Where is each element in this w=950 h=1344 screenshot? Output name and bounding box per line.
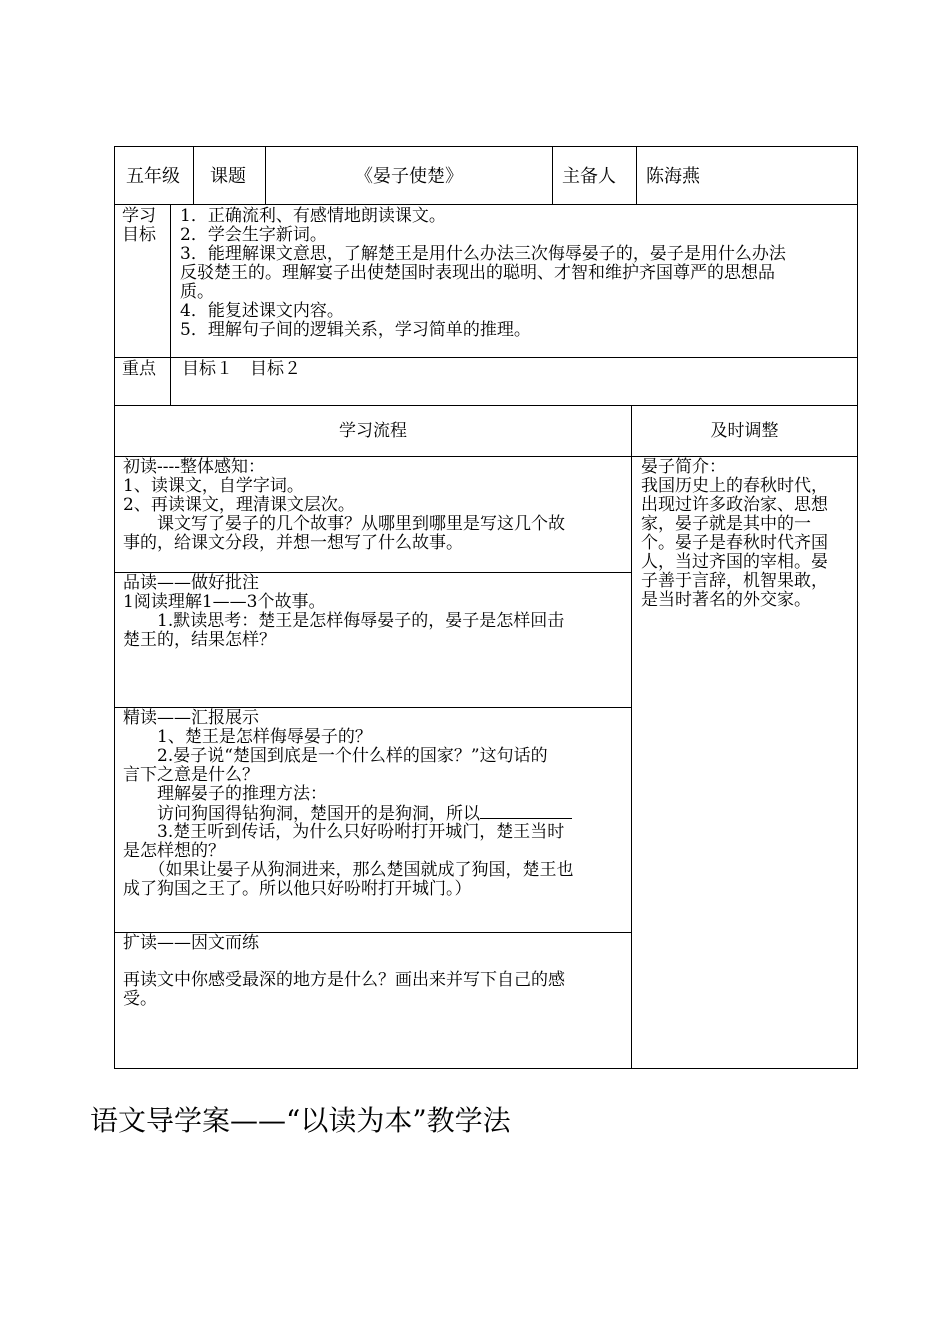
section-line: 1、楚王是怎样侮辱晏子的？	[123, 727, 372, 747]
sidebar-line: 是当时著名的外交家。	[641, 590, 811, 610]
divider	[193, 146, 194, 205]
sidebar-line: 出现过许多政治家、思想	[641, 495, 828, 515]
objectives-label: 目标	[122, 225, 156, 245]
table-border-left	[114, 146, 115, 1069]
grade-cell: 五年级	[126, 166, 180, 187]
table-border-right	[857, 146, 858, 1069]
focus-text: 目标１ 目标２	[182, 359, 301, 379]
section-line: 品读——做好批注	[123, 573, 259, 593]
objectives-label: 学习	[122, 206, 156, 226]
section-line: （如果让晏子从狗洞进来，那么楚国就成了狗国，楚王也	[123, 860, 574, 880]
section-line: 1、读课文，自学字词。	[123, 476, 304, 496]
section-line: 是怎样想的？	[123, 841, 225, 861]
section-line: 1阅读理解1——3个故事。	[123, 592, 326, 612]
reasoning-text: 访问狗国得钻狗洞，楚国开的是狗洞，所以	[123, 804, 480, 824]
topic-label: 课题	[210, 166, 246, 187]
divider	[114, 357, 858, 358]
objective-line: 5．理解句子间的逻辑关系，学习简单的推理。	[180, 320, 531, 340]
section-line: 课文写了晏子的几个故事？从哪里到哪里是写这几个故	[123, 514, 565, 534]
divider	[631, 405, 632, 1069]
section-line: 初读----整体感知：	[123, 457, 265, 477]
objective-line: 反驳楚王的。理解宴子出使楚国时表现出的聪明、才智和维护齐国尊严的思想品	[180, 263, 775, 283]
section-line: 言下之意是什么？	[123, 765, 259, 785]
topic-title: 《晏子使楚》	[355, 166, 463, 187]
objective-line: 1．正确流利、有感情地朗读课文。	[180, 206, 446, 226]
sidebar-line: 家，晏子就是其中的一	[641, 514, 811, 534]
sidebar-line: 个。晏子是春秋时代齐国	[641, 533, 828, 553]
section-line: 理解晏子的推理方法：	[123, 784, 327, 804]
sidebar-line: 我国历史上的春秋时代，	[641, 476, 828, 496]
objective-line: 2．学会生字新词。	[180, 225, 327, 245]
divider	[552, 146, 553, 205]
section-line: 事的，给课文分段，并想一想写了什么故事。	[123, 533, 463, 553]
section-line: 扩读——因文而练	[123, 933, 259, 953]
section-line: 2、再读课文，理清课文层次。	[123, 495, 355, 515]
blank-underline	[480, 804, 572, 819]
divider	[170, 204, 171, 406]
section-line	[123, 804, 572, 824]
objective-line: 质。	[180, 282, 214, 302]
sidebar-line: 人，当过齐国的宰相。晏	[641, 552, 828, 572]
process-header: 学习流程	[339, 421, 407, 441]
divider	[114, 405, 858, 406]
adjust-header: 及时调整	[710, 421, 779, 441]
table-border-top	[114, 146, 858, 147]
objective-line: 4．能复述课文内容。	[180, 301, 344, 321]
divider	[114, 204, 858, 205]
section-line: 成了狗国之王了。所以他只好吩咐打开城门。）	[123, 879, 472, 899]
sidebar-line: 晏子简介：	[641, 457, 726, 477]
section-line: 3.楚王听到传话，为什么只好吩咐打开城门，楚王当时	[123, 822, 565, 842]
objective-line: 3．能理解课文意思，了解楚王是用什么办法三次侮辱晏子的，晏子是用什么办法	[180, 244, 786, 264]
preparer-label: 主备人	[562, 166, 616, 187]
divider	[636, 146, 637, 205]
sidebar-line: 子善于言辞，机智果敢，	[641, 571, 828, 591]
focus-label: 重点	[122, 359, 156, 379]
section-line: 再读文中你感受最深的地方是什么？画出来并写下自己的感	[123, 970, 565, 990]
section-line: 1.默读思考：楚王是怎样侮辱晏子的，晏子是怎样回击	[123, 611, 565, 631]
section-line: 受。	[123, 989, 157, 1009]
section-line: 楚王的，结果怎样？	[123, 630, 276, 650]
section-line: 精读——汇报展示	[123, 708, 259, 728]
table-border-bottom	[114, 1068, 858, 1069]
section-line: 2.晏子说“楚国到底是一个什么样的国家？”这句话的	[123, 746, 548, 766]
footer-title: 语文导学案——“以读为本”教学法	[90, 1104, 511, 1137]
preparer-name: 陈海燕	[646, 166, 700, 187]
